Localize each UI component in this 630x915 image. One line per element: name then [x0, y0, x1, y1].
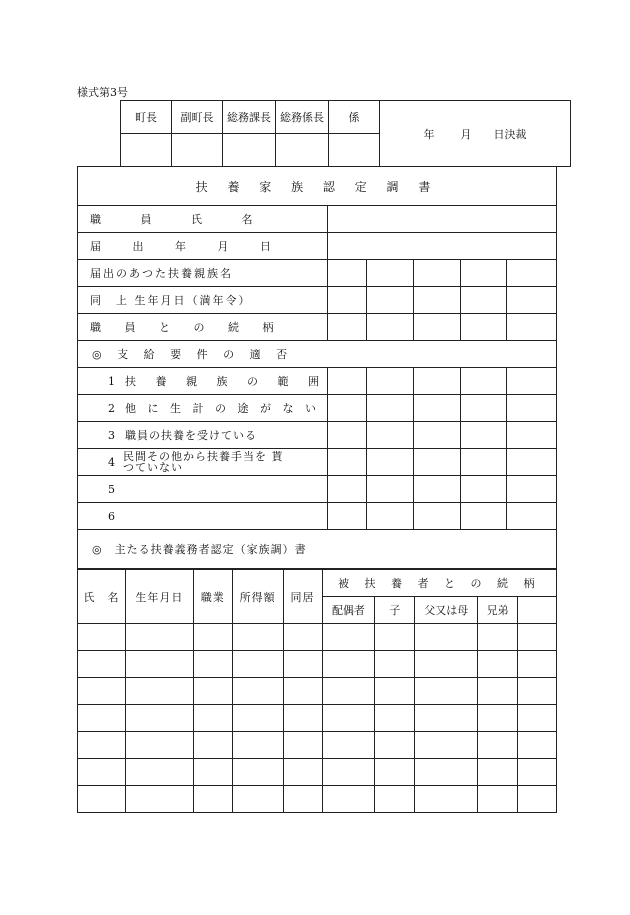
family-cell[interactable] [375, 705, 415, 732]
family-cell[interactable] [78, 705, 126, 732]
condition-cell[interactable] [413, 395, 460, 422]
relation-header: 被 扶 養 者 と の 続 柄 [322, 570, 557, 597]
col-dob-header: 生年月日 [125, 570, 193, 624]
family-cell[interactable] [232, 759, 283, 786]
dependent-dob-cell[interactable] [367, 287, 414, 314]
family-cell[interactable] [322, 759, 375, 786]
dependent-name-label: 届出のあつた扶養親族名 [78, 260, 328, 287]
stamp-box-general-affairs-director[interactable] [223, 134, 276, 167]
family-cell[interactable] [232, 786, 283, 813]
family-cell[interactable] [232, 732, 283, 759]
family-cell[interactable] [375, 678, 415, 705]
family-cell[interactable] [78, 786, 126, 813]
family-cell[interactable] [125, 705, 193, 732]
family-row [78, 786, 557, 813]
condition-cell[interactable] [367, 422, 414, 449]
family-cell[interactable] [193, 759, 232, 786]
family-cell[interactable] [415, 705, 478, 732]
family-cell[interactable] [415, 786, 478, 813]
condition-cell[interactable] [327, 449, 366, 476]
condition-cell[interactable] [327, 395, 366, 422]
family-cell[interactable] [193, 732, 232, 759]
family-cell[interactable] [232, 678, 283, 705]
family-cell[interactable] [478, 651, 518, 678]
relationship-cell[interactable] [367, 314, 414, 341]
family-cell[interactable] [125, 651, 193, 678]
approval-date-year: 年 [423, 127, 435, 141]
relation-col-child: 子 [375, 597, 415, 624]
condition-cell[interactable] [327, 476, 366, 503]
condition-cell[interactable] [460, 368, 507, 395]
family-cell[interactable] [322, 678, 375, 705]
family-cell[interactable] [518, 678, 557, 705]
family-cell[interactable] [125, 624, 193, 651]
dependent-name-cell[interactable] [367, 260, 414, 287]
family-row [78, 759, 557, 786]
relation-col-spouse: 配偶者 [322, 597, 375, 624]
family-cell[interactable] [375, 759, 415, 786]
condition-text: 職員の扶養を受けている [125, 429, 257, 442]
family-row [78, 624, 557, 651]
family-cell[interactable] [478, 678, 518, 705]
family-cell[interactable] [478, 705, 518, 732]
condition-cell[interactable] [413, 368, 460, 395]
condition-cell[interactable] [367, 395, 414, 422]
family-cell[interactable] [322, 651, 375, 678]
condition-no: 5 [108, 482, 117, 496]
family-row [78, 732, 557, 759]
stamp-box-staff[interactable] [329, 134, 380, 167]
family-cell[interactable] [283, 624, 322, 651]
family-cell[interactable] [518, 786, 557, 813]
condition-cell[interactable] [460, 449, 507, 476]
condition-item-2 [78, 395, 328, 422]
condition-cell[interactable] [460, 503, 507, 530]
condition-cell[interactable] [507, 368, 557, 395]
condition-text: 民間その他から扶養手当を 貰つていない [123, 450, 284, 474]
dependent-dob-cell[interactable] [460, 287, 507, 314]
employee-name-field[interactable] [327, 206, 556, 233]
family-row [78, 705, 557, 732]
family-cell[interactable] [415, 651, 478, 678]
family-cell[interactable] [518, 651, 557, 678]
condition-item-4 [78, 449, 328, 476]
col-name-header: 氏 名 [78, 570, 126, 624]
condition-cell[interactable] [413, 476, 460, 503]
family-cell[interactable] [232, 651, 283, 678]
relation-col-blank [518, 597, 557, 624]
approval-date-month: 月 [460, 127, 472, 141]
approval-table [120, 100, 571, 167]
condition-cell[interactable] [460, 476, 507, 503]
family-cell[interactable] [415, 759, 478, 786]
relation-col-sibling: 兄弟 [478, 597, 518, 624]
condition-cell[interactable] [413, 422, 460, 449]
condition-cell[interactable] [460, 395, 507, 422]
family-cell[interactable] [283, 651, 322, 678]
condition-cell[interactable] [413, 503, 460, 530]
approval-header-mayor: 町長 [121, 101, 172, 134]
family-cell[interactable] [478, 624, 518, 651]
relationship-cell[interactable] [413, 314, 460, 341]
condition-cell[interactable] [507, 422, 557, 449]
approval-date-cell[interactable] [380, 101, 571, 167]
condition-cell[interactable] [507, 395, 557, 422]
family-cell[interactable] [322, 705, 375, 732]
dependent-name-cell[interactable] [413, 260, 460, 287]
family-cell[interactable] [78, 678, 126, 705]
condition-cell[interactable] [367, 368, 414, 395]
form-number: 様式第3号 [77, 86, 128, 99]
family-cell[interactable] [78, 651, 126, 678]
condition-text: 扶 養 親 族 の 範 囲 [125, 375, 327, 388]
family-cell[interactable] [415, 732, 478, 759]
condition-cell[interactable] [460, 422, 507, 449]
family-cell[interactable] [283, 705, 322, 732]
family-cell[interactable] [478, 759, 518, 786]
dependent-dob-cell[interactable] [413, 287, 460, 314]
relationship-cell[interactable] [327, 314, 366, 341]
condition-item-6 [78, 503, 328, 530]
condition-cell[interactable] [507, 503, 557, 530]
family-row [78, 678, 557, 705]
family-table [77, 569, 557, 813]
approval-header-deputy-mayor: 副町長 [172, 101, 223, 134]
family-cell[interactable] [322, 624, 375, 651]
family-cell[interactable] [193, 786, 232, 813]
conditions-section-title: ◎ 支 給 要 件 の 適 否 [78, 341, 557, 368]
family-cell[interactable] [125, 786, 193, 813]
filing-date-field[interactable] [327, 233, 556, 260]
relationship-cell[interactable] [507, 314, 557, 341]
family-cell[interactable] [193, 678, 232, 705]
condition-cell[interactable] [507, 476, 557, 503]
approval-header-general-affairs-chief: 総務係長 [276, 101, 329, 134]
family-cell[interactable] [125, 678, 193, 705]
condition-item-5 [78, 476, 328, 503]
family-cell[interactable] [193, 705, 232, 732]
condition-item-3 [78, 422, 328, 449]
relationship-cell[interactable] [460, 314, 507, 341]
family-cell[interactable] [125, 759, 193, 786]
condition-no: 3 [108, 429, 117, 442]
family-cell[interactable] [283, 678, 322, 705]
col-income-header: 所得額 [232, 570, 283, 624]
family-cell[interactable] [193, 624, 232, 651]
dependent-name-cell[interactable] [327, 260, 366, 287]
dependent-certification-table [77, 166, 557, 569]
condition-cell[interactable] [327, 503, 366, 530]
condition-cell[interactable] [507, 449, 557, 476]
dependent-name-cell[interactable] [507, 260, 557, 287]
family-cell[interactable] [518, 759, 557, 786]
condition-no: 2 [108, 402, 117, 415]
family-section-title: ◎ 主たる扶養義務者認定（家族調）書 [78, 530, 557, 569]
dependent-name-cell[interactable] [460, 260, 507, 287]
family-cell[interactable] [78, 732, 126, 759]
condition-cell[interactable] [367, 476, 414, 503]
approval-header-general-affairs-director: 総務課長 [223, 101, 276, 134]
condition-cell[interactable] [413, 449, 460, 476]
family-cell[interactable] [478, 786, 518, 813]
condition-item-1 [78, 368, 328, 395]
family-cell[interactable] [125, 732, 193, 759]
condition-cell[interactable] [367, 503, 414, 530]
family-cell[interactable] [375, 624, 415, 651]
form-title: 扶 養 家 族 認 定 調 書 [78, 167, 557, 206]
condition-no: 1 [108, 375, 117, 388]
condition-no: 4 [108, 455, 115, 469]
family-cell[interactable] [232, 624, 283, 651]
stamp-box-deputy-mayor[interactable] [172, 134, 223, 167]
family-cell[interactable] [375, 786, 415, 813]
family-cell[interactable] [478, 732, 518, 759]
family-cell[interactable] [518, 624, 557, 651]
condition-no: 6 [108, 509, 117, 523]
family-cell[interactable] [375, 651, 415, 678]
family-cell[interactable] [78, 624, 126, 651]
family-cell[interactable] [283, 732, 322, 759]
family-cell[interactable] [415, 678, 478, 705]
family-rows [78, 624, 557, 813]
relationship-label: 職 員 と の 続 柄 [78, 314, 328, 341]
condition-cell[interactable] [367, 449, 414, 476]
family-cell[interactable] [375, 732, 415, 759]
family-cell[interactable] [518, 705, 557, 732]
family-cell[interactable] [518, 732, 557, 759]
condition-cell[interactable] [327, 422, 366, 449]
family-cell[interactable] [283, 786, 322, 813]
family-cell[interactable] [283, 759, 322, 786]
family-cell[interactable] [193, 651, 232, 678]
condition-text: 他 に 生 計 の 途 が な い [125, 402, 320, 415]
family-cell[interactable] [232, 705, 283, 732]
family-cell[interactable] [322, 786, 375, 813]
family-row [78, 651, 557, 678]
approval-header-staff: 係 [329, 101, 380, 134]
dependent-dob-cell[interactable] [507, 287, 557, 314]
stamp-box-mayor[interactable] [121, 134, 172, 167]
family-cell[interactable] [78, 759, 126, 786]
family-cell[interactable] [415, 624, 478, 651]
relation-col-parent: 父又は母 [415, 597, 478, 624]
condition-cell[interactable] [327, 368, 366, 395]
col-cohabit-header: 同居 [283, 570, 322, 624]
filing-date-label: 届 出 年 月 日 [78, 233, 328, 260]
stamp-box-general-affairs-chief[interactable] [276, 134, 329, 167]
family-cell[interactable] [322, 732, 375, 759]
approval-date-day: 日決裁 [493, 127, 527, 141]
dependent-dob-label: 同 上 生年月日（満年令） [78, 287, 328, 314]
employee-name-label: 職 員 氏 名 [78, 206, 328, 233]
dependent-dob-cell[interactable] [327, 287, 366, 314]
col-job-header: 職業 [193, 570, 232, 624]
